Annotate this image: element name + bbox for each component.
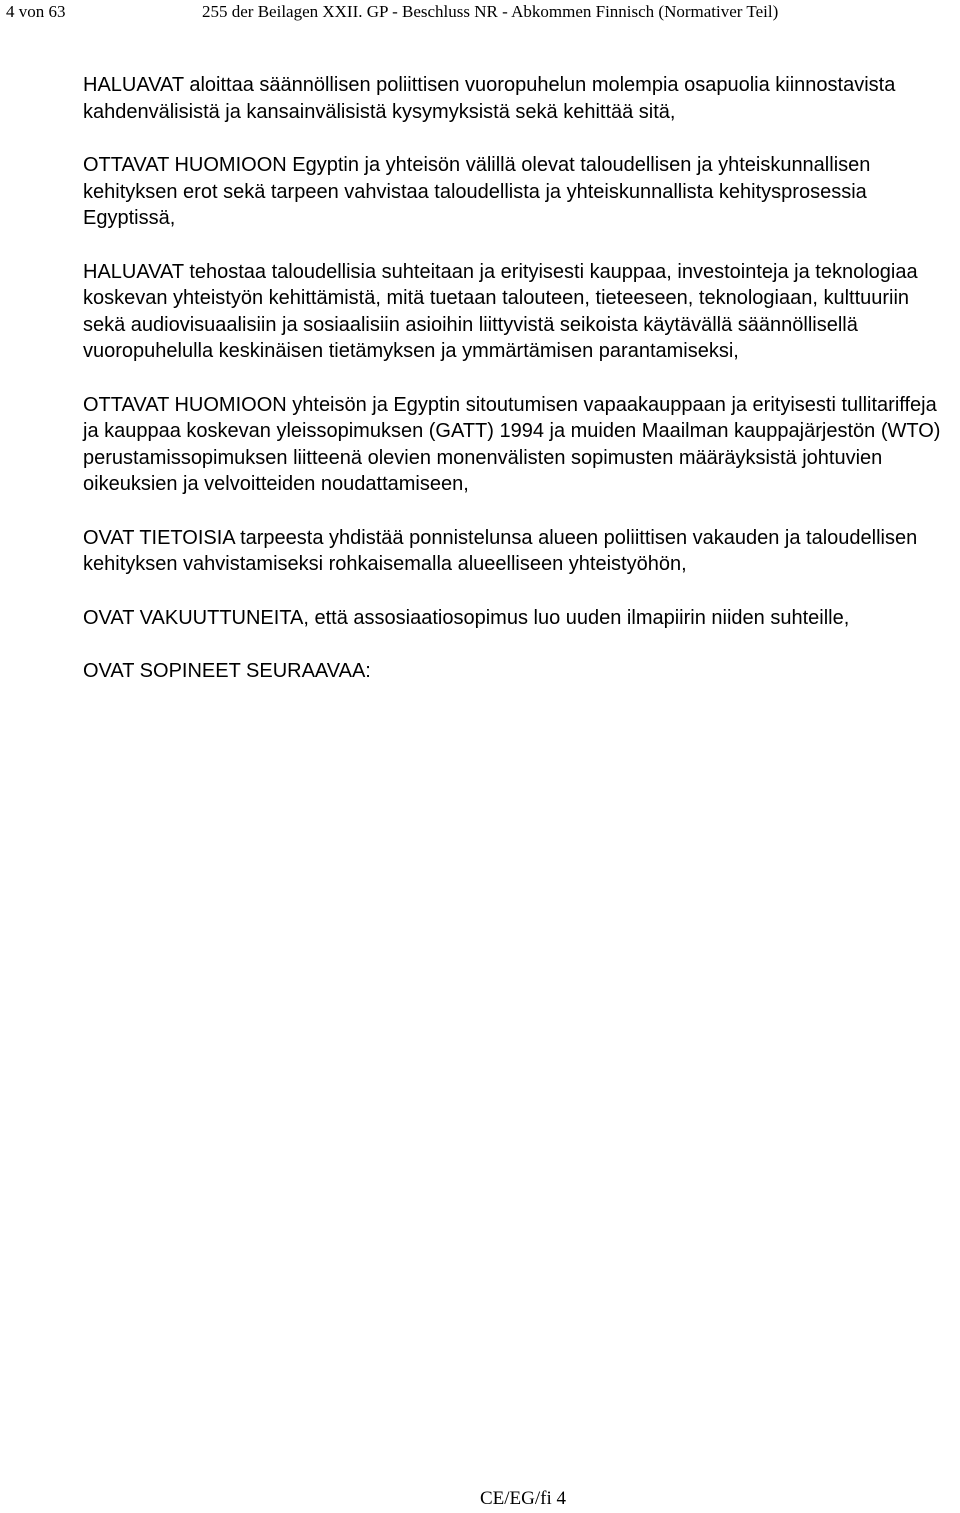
paragraph: OTTAVAT HUOMIOON yhteisön ja Egyptin sitoutumisen vapaakauppaan ja erityisesti tullitariffeja ja kauppaa koskevan yleissopimuksen (GATT) 1994 ja muiden Maailman kauppajärjestön (WTO) perustamissopimuksen liitteenä olevien monenvälisten sopimusten määräyksistä johtuvien oikeuksien ja velvoitteiden noudattamiseen, (83, 393, 941, 495)
paragraph: HALUAVAT aloittaa säännöllisen poliittisen vuoropuhelun molempia osapuolia kiinnostavista kahdenvälisistä ja kansainvälisistä kysymyksistä sekä kehittää sitä, (83, 74, 896, 123)
page-header (0, 0, 960, 26)
footer-reference: CE/EG/fi 4 (479, 1488, 567, 1509)
paragraph: OVAT TIETOISIA tarpeesta yhdistää ponnistelunsa alueen poliittisen vakauden ja taloudellisen kehityksen vahvistamiseksi rohkaisemalla alueelliseen yhteistyöhön, (83, 526, 918, 575)
paragraph: OVAT VAKUUTTUNEITA, että assosiaatiosopimus luo uuden ilmapiirin niiden suhteille, (83, 606, 850, 629)
page-footer (0, 1488, 960, 1510)
paragraph: OVAT SOPINEET SEURAAVAA: (83, 660, 371, 682)
document-body (83, 72, 953, 712)
paragraph: OTTAVAT HUOMIOON Egyptin ja yhteisön välillä olevat taloudellisen ja yhteiskunnallisen kehityksen erot sekä tarpeen vahvistaa taloudellista ja yhteiskunnallista kehitysprosessia Egyptissä, (83, 154, 871, 229)
paragraph: HALUAVAT tehostaa taloudellisia suhteitaan ja erityisesti kauppaa, investointeja ja teknologiaa koskevan yhteistyön kehittämistä, mitä tuetaan talouteen, tieteeseen, teknologiaan, kulttuuriin sekä audiovisuaalisiin ja sosiaalisiin asioihin liittyvistä seikoista käytävällä säännöllisellä vuoropuhelulla keskinäisen tietämyksen ja ymmärtämisen parantamiseksi, (83, 260, 918, 362)
page-number: 4 von 63 (6, 2, 66, 21)
document-title: 255 der Beilagen XXII. GP - Beschluss NR - Abkommen Finnisch (Normativer Teil) (202, 2, 779, 21)
